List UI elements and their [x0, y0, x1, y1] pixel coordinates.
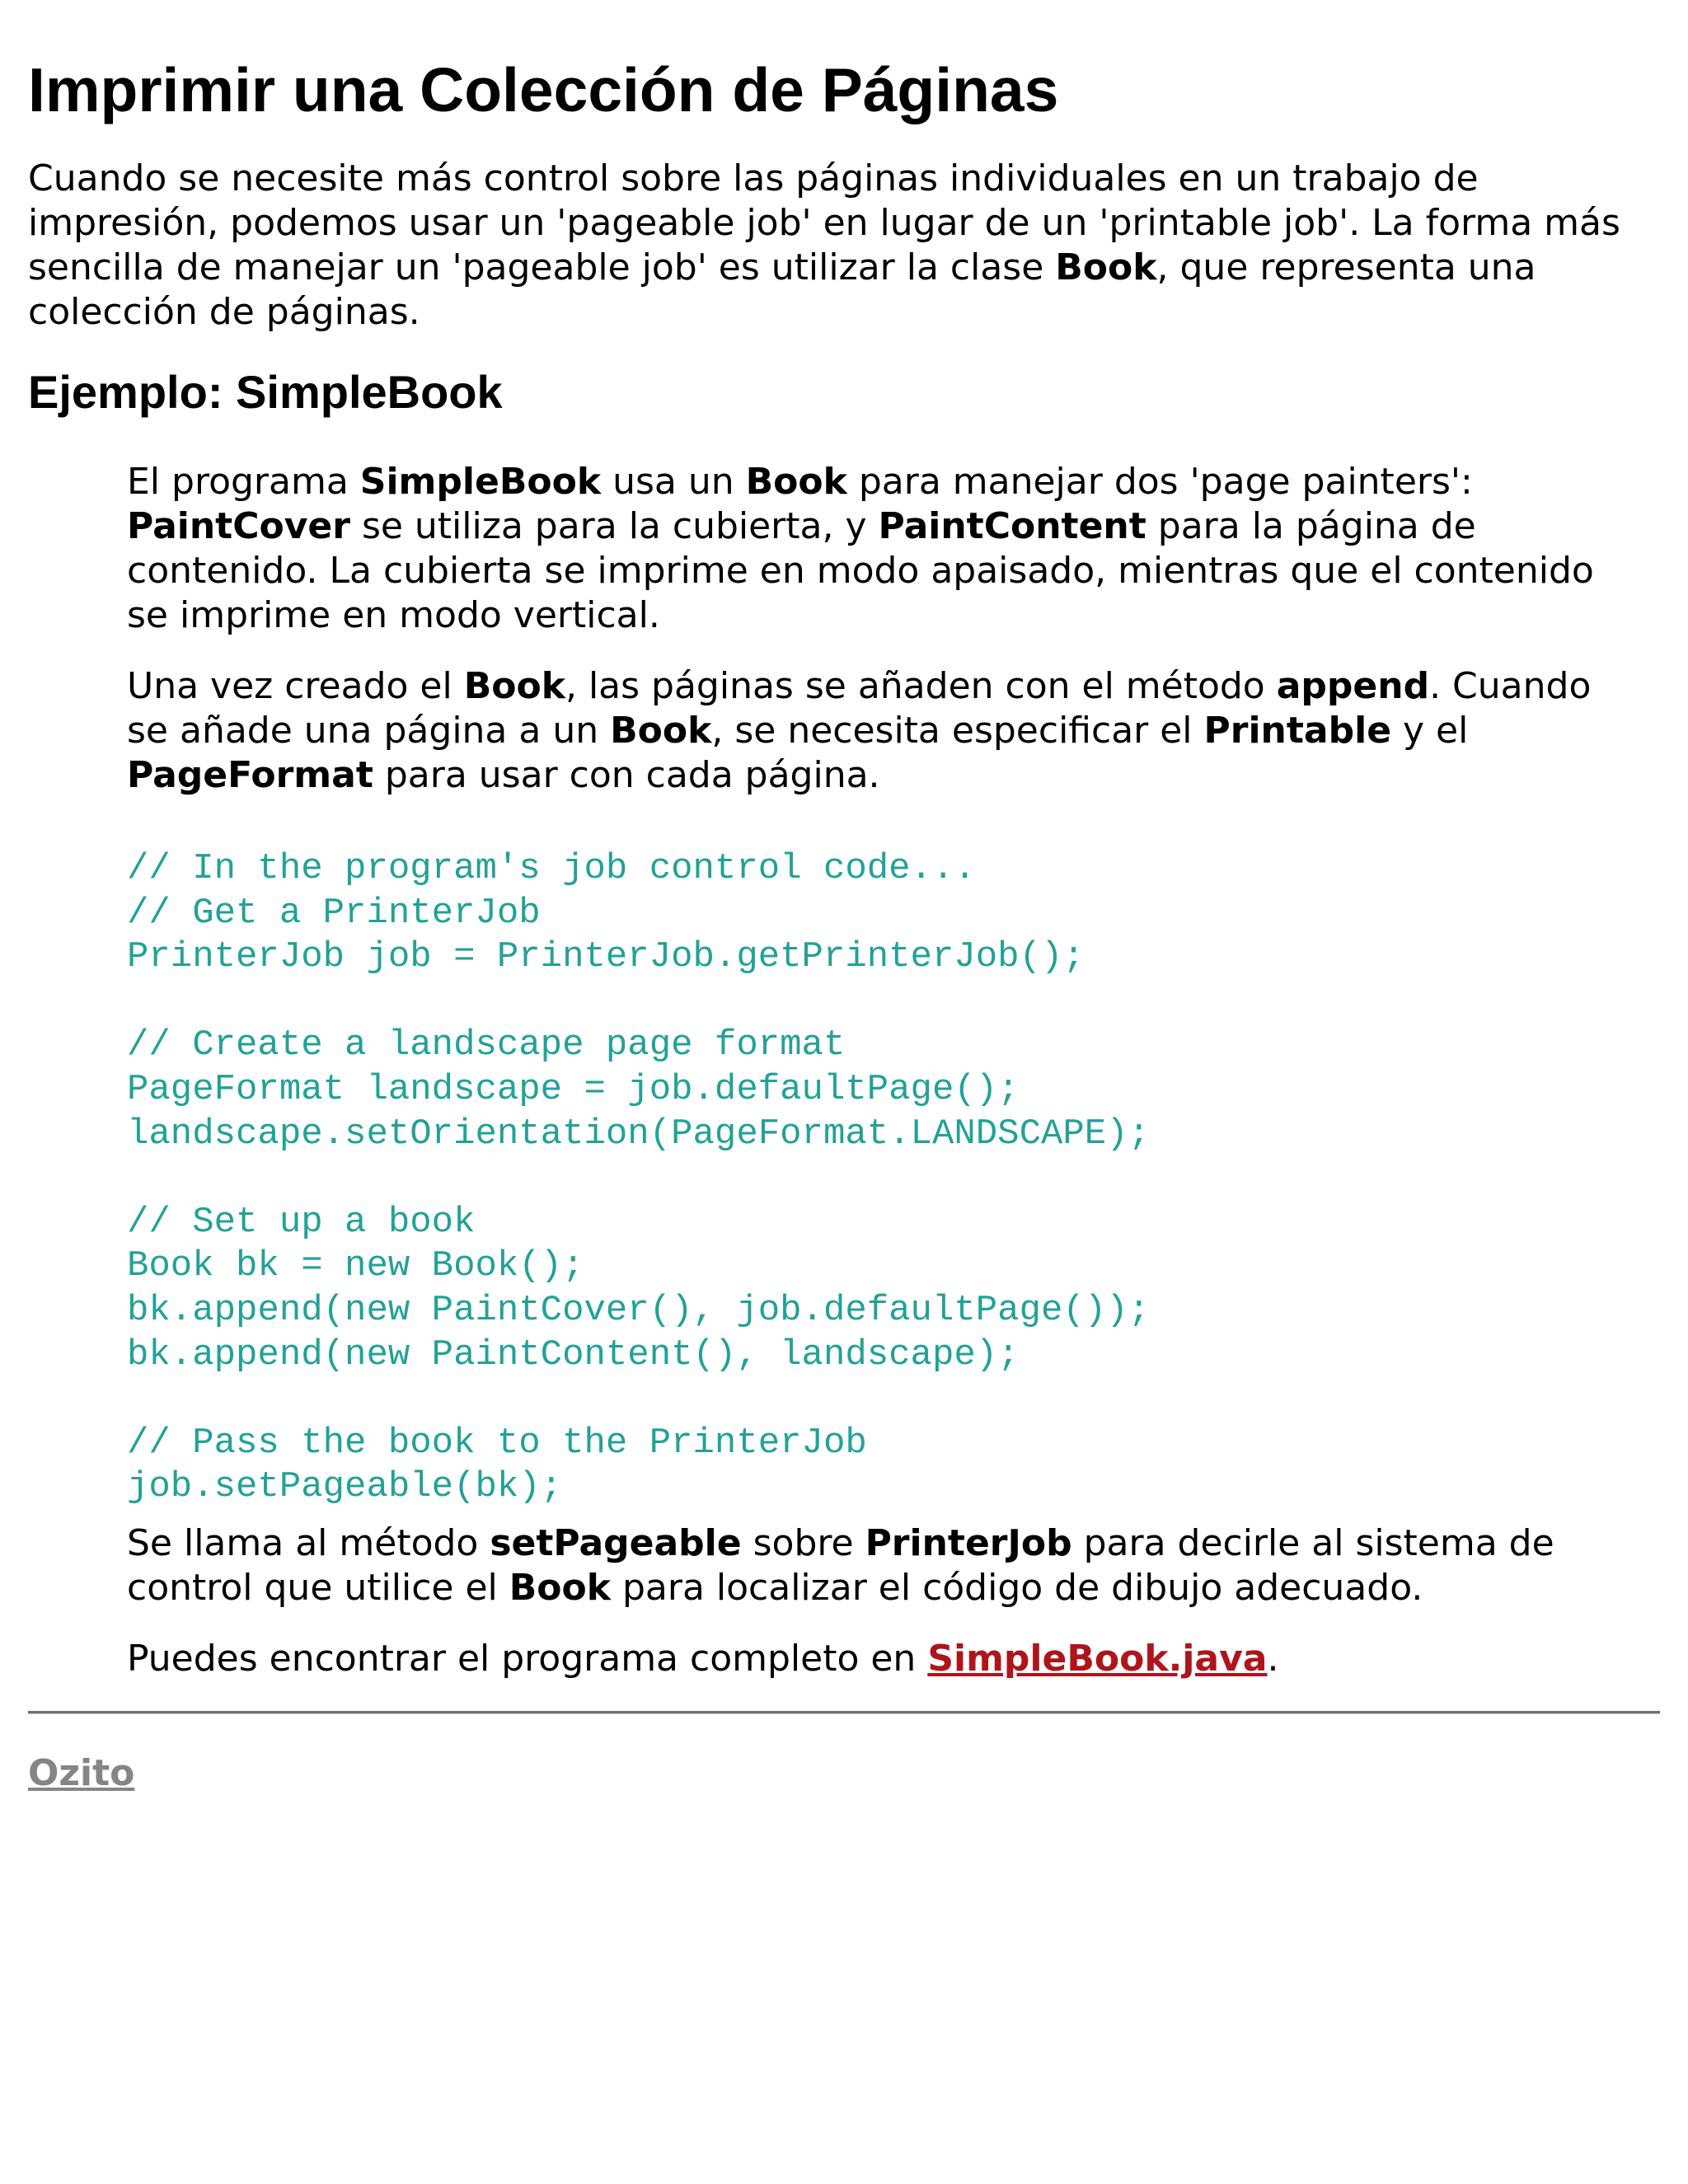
example-block	[127, 460, 1635, 1681]
text: , las páginas se añaden con el método	[565, 665, 1277, 707]
term-pageformat: PageFormat	[127, 754, 373, 796]
simplebook-java-link[interactable]: SimpleBook.java	[927, 1637, 1268, 1680]
term-paintcontent: PaintContent	[878, 505, 1146, 547]
term-book: Book	[463, 665, 565, 707]
example-paragraph-4	[127, 1637, 1635, 1681]
text: para decirle al sistema de control que utilice el	[127, 1521, 1554, 1609]
term-book: Book	[745, 461, 847, 503]
text: se utiliza para la cubierta, y	[349, 505, 879, 547]
term-paintcover: PaintCover	[127, 505, 350, 547]
term-book: Book	[509, 1566, 611, 1609]
ozito-link[interactable]: Ozito	[28, 1751, 135, 1794]
text: para manejar dos 'page painters':	[846, 461, 1473, 503]
text: y el	[1391, 710, 1469, 752]
text: , se necesita especificar el	[711, 710, 1204, 752]
text: usa un	[601, 461, 746, 503]
text: .	[1267, 1637, 1279, 1680]
code-sample: // In the program's job control code... // Get a PrinterJob PrinterJob job = PrinterJob.getPrinterJob(); // Create a landscape page format PageFormat landscape = job.defaultPage(); landscape.setOrientation(PageFormat.LANDSCAPE); // Set up a book Book bk = new Book(); bk.append(new PaintCover(), job.defaultPage()); bk.append(new PaintContent(), landscape); // Pass the book to the PrinterJob job.setPageable(bk);	[127, 848, 1151, 1508]
example-heading: Ejemplo: SimpleBook	[28, 366, 503, 418]
text: El programa	[127, 461, 360, 503]
term-append: append	[1276, 665, 1430, 707]
term-book: Book	[610, 710, 712, 752]
page-content	[28, 0, 1660, 1794]
intro-text: Cuando se necesite más control sobre las páginas individuales en un trabajo de impresión, podemos usar un 'pageable job' en lugar de un 'printable job'. La forma más sencilla de manejar un 'pageable job' es utilizar la clase	[28, 157, 1620, 288]
text: Puedes encontrar el programa completo en	[127, 1637, 928, 1680]
example-paragraph-1	[127, 460, 1635, 638]
intro-paragraph	[28, 157, 1660, 335]
text: para la página de contenido. La cubierta se imprime en modo apaisado, mientras que el contenido se imprime en modo vertical.	[127, 505, 1594, 636]
example-paragraph-2	[127, 664, 1635, 798]
text: para usar con cada página.	[373, 754, 880, 796]
term-printerjob: PrinterJob	[865, 1521, 1072, 1564]
intro-text-end: , que representa una colección de páginas.	[28, 246, 1536, 333]
horizontal-divider	[28, 1711, 1660, 1714]
text: para localizar el código de dibujo adecuado.	[610, 1566, 1423, 1609]
intro-book-term: Book	[1055, 246, 1157, 288]
term-setpageable: setPageable	[490, 1521, 742, 1564]
term-printable: Printable	[1203, 710, 1392, 752]
text: . Cuando se añade una página a un	[127, 665, 1592, 752]
text: sobre	[741, 1521, 865, 1564]
page-title: Imprimir una Colección de Páginas	[28, 55, 1059, 124]
text: Una vez creado el	[127, 665, 464, 707]
term-simplebook: SimpleBook	[359, 461, 602, 503]
example-paragraph-3	[127, 1521, 1635, 1610]
text: Se llama al método	[127, 1521, 490, 1564]
